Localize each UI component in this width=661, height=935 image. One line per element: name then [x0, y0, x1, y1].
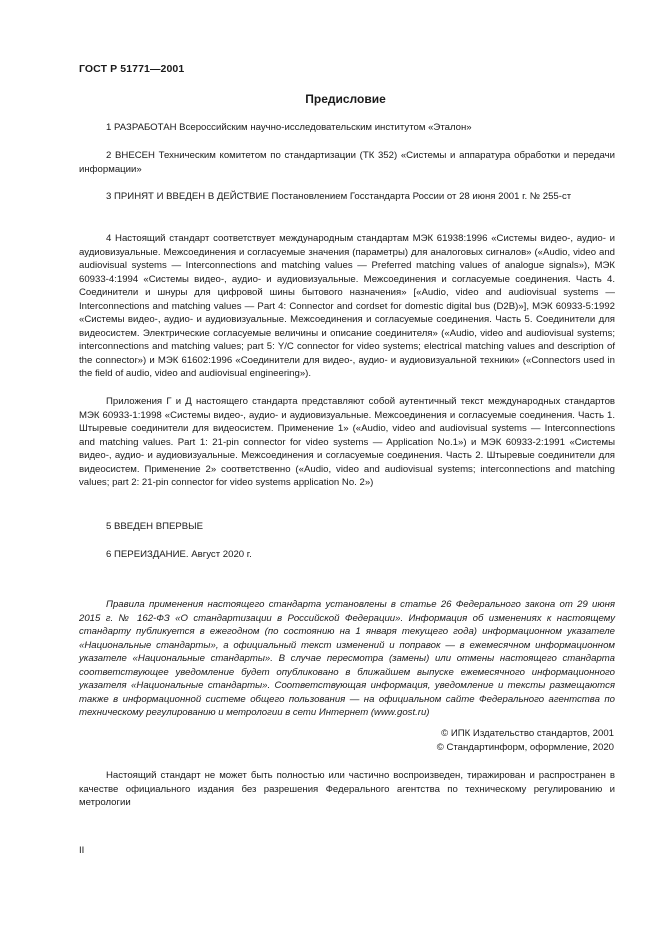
paragraph-annexes: Приложения Г и Д настоящего стандарта представляют собой аутентичный текст международных стандартов МЭК 60933-1:1998 «Системы видео-, аудио- и аудиовизуальные. Межсоединения и согласуемые соединения. Часть 1. Штыревые соединители для видеосистем. Применение 1» («Audio, video and audiovisual systems — Interconnections and matching values. Part 1: 21-pin connector for video systems — Application No.1») и МЭК 60933-2:1991 «Системы видео-, аудио- и аудиовизуальные. Межсоединения и согласуемые соединения. Часть 2. Штыревые соединители для видеосистем. Применение 2» соответственно («Audio, video and audiovisual systems; interconnections and matching values; part 2: 21-pin connector for video systems application No. 2»): [79, 396, 615, 488]
standard-header: ГОСТ Р 51771—2001: [79, 63, 185, 75]
paragraph-introduced: 2 ВНЕСЕН Техническим комитетом по стандартизации (ТК 352) «Системы и аппаратура обработки и передачи информации»: [79, 150, 615, 175]
paragraph-adopted: 3 ПРИНЯТ И ВВЕДЕН В ДЕЙСТВИЕ Постановлением Госстандарта России от 28 июня 2001 г. № 255-ст: [106, 191, 572, 202]
application-rules-notice: Правила применения настоящего стандарта установлены в статье 26 Федерального закона от 29 июня 2015 г. № 162-ФЗ «О стандартизации в Российской Федерации». Информация об изменениях к настоящему стандарту публикуется в ежегодном (по состоянию на 1 января текущего года) информационном указателе «Национальные стандарты», а официальный текст изменений и поправок — в ежемесячном информационном указателе «Национальные стандарты». В случае пересмотра (замены) или отмены настоящего стандарта соответствующее уведомление будет опубликовано в ближайшем выпуске ежемесячного информационного указателя «Национальные стандарты». Соответствующая информация, уведомление и тексты размещаются также в информационной системе общего пользования — на официальном сайте Федерального агентства по техническому регулированию и метрологии в сети Интернет (www.gost.ru): [79, 599, 615, 718]
copyright-line: © Стандартинформ, оформление, 2020: [436, 742, 614, 753]
paragraph-compliance: 4 Настоящий стандарт соответствует международным стандартам МЭК 61938:1996 «Системы видео-, аудио- и аудиовизуальные. Межсоединения и согласуемые значения (параметры) для аналоговых сигналов» («Audio, video and audiovisual systems — Interconnections and matching values — Preferred matching values of analogue signals»), МЭК 60933-4:1994 «Системы видео-, аудио- и аудиовизуальные. Межсоединения и согласуемые соединения. Часть 4. Соединители и шнуры для цифровой шины бытового назначения» [«Audio, video and audiovisual systems — Interconnections and matching values — Part 4: Connector and cordset for domestic digital bus (D2B)»], МЭК 60933-5:1992 «Системы видео-, аудио- и аудиовизуальные. Межсоединения и согласуемые соединения. Часть 5. Соединители для видеосистем. Электрические согласуемые величины и описание соединителя» («Audio, video and audiovisual systems; interconnections and matching values; part 5: Y/C connector for video systems; electrical matching values and description of the connector») и МЭК 61602:1996 «Соединители для видео-, аудио- и аудиовизуальной техники» («Connectors used in the field of audio, video and audiovisual engineering»).: [79, 233, 615, 379]
page-title: Предисловие: [305, 92, 386, 106]
paragraph-first-introduced: 5 ВВЕДЕН ВПЕРВЫЕ: [106, 521, 204, 532]
paragraph-reissue: 6 ПЕРЕИЗДАНИЕ. Август 2020 г.: [106, 549, 252, 560]
paragraph-developed: 1 РАЗРАБОТАН Всероссийским научно-исследовательским институтом «Эталон»: [106, 122, 472, 133]
page-number: II: [79, 845, 85, 856]
reproduction-notice: Настоящий стандарт не может быть полностью или частично воспроизведен, тиражирован и распространен в качестве официального издания без разрешения Федерального агентства по техническому регулированию и метрологии: [79, 770, 615, 808]
copyright-line: © ИПК Издательство стандартов, 2001: [441, 728, 614, 739]
